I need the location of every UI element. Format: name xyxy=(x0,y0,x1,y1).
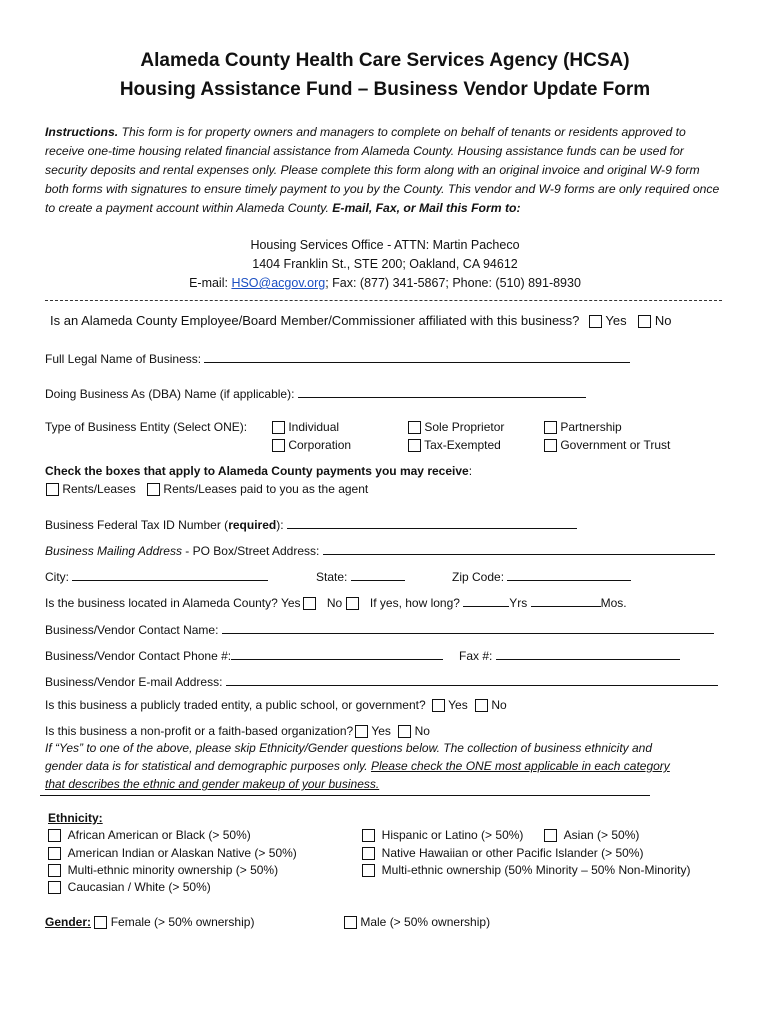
entity-government-checkbox[interactable] xyxy=(544,439,557,452)
employee-question xyxy=(50,313,672,328)
taxid-row xyxy=(45,516,577,532)
eth-asian-checkbox[interactable] xyxy=(544,829,557,842)
state-field xyxy=(316,568,405,584)
nonprofit-no-label: No xyxy=(414,724,430,738)
entity-corporation-checkbox[interactable] xyxy=(272,439,285,452)
months-input[interactable] xyxy=(531,594,601,607)
public-label: Is this business a publicly traded entity, a public school, or government? xyxy=(45,698,426,712)
rents-agent-label: Rents/Leases paid to you as the agent xyxy=(163,482,369,496)
fax-input[interactable] xyxy=(496,647,680,660)
city-input[interactable] xyxy=(72,568,268,581)
public-no-label: No xyxy=(491,698,507,712)
eth-caucasian-checkbox[interactable] xyxy=(48,881,61,894)
city-label: City: xyxy=(45,570,69,584)
note-rule xyxy=(40,795,650,796)
form-title-agency: Alameda County Health Care Services Agency (HCSA) xyxy=(140,50,630,71)
payments-options xyxy=(46,482,368,496)
eth-hawaiian-checkbox[interactable] xyxy=(362,847,375,860)
zip-label: Zip Code: xyxy=(452,570,505,584)
eth-asian[interactable] xyxy=(544,828,639,842)
address-line: 1404 Franklin St., STE 200; Oakland, CA 94612 xyxy=(252,257,518,271)
eth-american-indian-label: American Indian or Alaskan Native (> 50%) xyxy=(67,846,297,860)
payments-label: Check the boxes that apply to Alameda County payments you may receive xyxy=(45,464,469,478)
mailing-row xyxy=(45,542,715,558)
entity-tax[interactable] xyxy=(408,438,501,452)
entity-government[interactable] xyxy=(544,438,670,452)
employee-no-label: No xyxy=(654,313,672,328)
contact-phone-input[interactable] xyxy=(231,647,443,660)
fax-phone: ; Fax: (877) 341-5867; Phone: (510) 891-8930 xyxy=(325,276,581,290)
nonprofit-yes-label: Yes xyxy=(371,724,391,738)
public-no-checkbox[interactable] xyxy=(475,699,488,712)
dba-row xyxy=(45,385,586,401)
nonprofit-row xyxy=(45,724,430,738)
dba-label: Doing Business As (DBA) Name (if applicable): xyxy=(45,387,295,401)
entity-sole-label: Sole Proprietor xyxy=(424,420,505,434)
entity-individual-checkbox[interactable] xyxy=(272,421,285,434)
employee-yes-checkbox[interactable] xyxy=(589,315,602,328)
gender-male-checkbox[interactable] xyxy=(344,916,357,929)
taxid-label: Business Federal Tax ID Number (required): xyxy=(45,518,284,532)
instructions-send: E-mail, Fax, or Mail this Form to: xyxy=(332,201,521,215)
public-yes-checkbox[interactable] xyxy=(432,699,445,712)
eth-american-indian-checkbox[interactable] xyxy=(48,847,61,860)
legal-name-input[interactable] xyxy=(204,350,630,363)
months-label: Mos. xyxy=(600,596,627,610)
years-input[interactable] xyxy=(463,594,509,607)
entity-individual-label: Individual xyxy=(288,420,340,434)
eth-multi-ownership-checkbox[interactable] xyxy=(362,864,375,877)
taxid-input[interactable] xyxy=(287,516,577,529)
entity-corporation-label: Corporation xyxy=(288,438,352,452)
office-line: Housing Services Office - ATTN: Martin Pacheco xyxy=(250,238,520,252)
rents-checkbox[interactable] xyxy=(46,483,59,496)
fax-row xyxy=(459,647,680,663)
city-field xyxy=(45,568,268,584)
note-line2 xyxy=(45,759,670,773)
entity-tax-label: Tax-Exempted xyxy=(424,438,501,452)
contact-name-label: Business/Vendor Contact Name: xyxy=(45,623,219,637)
gender-row xyxy=(45,915,254,929)
zip-input[interactable] xyxy=(507,568,631,581)
nonprofit-yes-checkbox[interactable] xyxy=(355,725,368,738)
nonprofit-label: Is this business a non-profit or a faith-based organization? xyxy=(45,724,354,738)
gender-label: Gender: xyxy=(45,915,92,929)
entity-government-label: Government or Trust xyxy=(560,438,671,452)
note-line2-underlined: Please check the ONE most applicable in each category xyxy=(370,759,670,773)
employee-no-checkbox[interactable] xyxy=(638,315,651,328)
dba-input[interactable] xyxy=(298,385,586,398)
mailing-label-italic: Business Mailing Address xyxy=(45,544,182,558)
eth-hawaiian[interactable] xyxy=(362,846,643,860)
contact-name-input[interactable] xyxy=(222,621,714,634)
eth-hispanic-checkbox[interactable] xyxy=(362,829,375,842)
email-row xyxy=(45,673,718,689)
email-input[interactable] xyxy=(226,673,718,686)
entity-sole[interactable] xyxy=(408,420,504,434)
payments-heading xyxy=(45,464,472,478)
instructions-body: This form is for property owners and managers to complete on behalf of tenants or residents approved to receive one-time housing related financial assistance from Alameda County. Housing assistance funds can be used for security deposits and rental expenses only. Please complete this form along with an original invoice and original W-9 form both forms with signatures to ensure timely payment to you by the County. This vendor and W-9 forms are only required once to create a payment account within Alameda County. xyxy=(45,125,720,215)
email-field-label: Business/Vendor E-mail Address: xyxy=(45,675,223,689)
divider xyxy=(45,300,722,301)
entity-partnership-checkbox[interactable] xyxy=(544,421,557,434)
located-label: Is the business located in Alameda County? xyxy=(45,596,278,610)
gender-female-checkbox[interactable] xyxy=(94,916,107,929)
contact-phone-label: Business/Vendor Contact Phone #: xyxy=(45,649,232,663)
note-line1: If “Yes” to one of the above, please skip Ethnicity/Gender questions below. The collection of business ethnicity and xyxy=(45,741,653,755)
eth-african-label: African American or Black (> 50%) xyxy=(67,828,251,842)
entity-individual[interactable] xyxy=(272,420,339,434)
contact-name-row xyxy=(45,621,714,637)
contact-phone-row xyxy=(45,647,443,663)
eth-african-checkbox[interactable] xyxy=(48,829,61,842)
eth-multi-ownership-label: Multi-ethnic ownership (50% Minority – 50% Non-Minority) xyxy=(381,863,691,877)
eth-african[interactable] xyxy=(48,828,251,842)
entity-partnership[interactable] xyxy=(544,420,622,434)
fax-label: Fax #: xyxy=(459,649,493,663)
nonprofit-no-checkbox[interactable] xyxy=(398,725,411,738)
public-yes-label: Yes xyxy=(448,698,468,712)
note-line2-text: gender data is for statistical and demographic purposes only. xyxy=(45,759,371,773)
employee-question-label: Is an Alameda County Employee/Board Member/Commissioner affiliated with this business? xyxy=(50,313,580,328)
located-yes-label: Yes xyxy=(280,596,301,610)
eth-hispanic[interactable] xyxy=(362,828,523,842)
located-no-checkbox[interactable] xyxy=(346,597,359,610)
gender-male[interactable] xyxy=(344,915,490,929)
instructions-lead: Instructions. xyxy=(45,125,119,139)
email-label: E-mail: xyxy=(189,276,232,290)
located-yes-checkbox[interactable] xyxy=(303,597,316,610)
contact-line xyxy=(0,276,770,290)
gender-male-label: Male (> 50% ownership) xyxy=(360,915,491,929)
payments-colon: : xyxy=(468,464,473,478)
eth-multi-ownership[interactable] xyxy=(362,863,690,877)
eth-multi-minority[interactable] xyxy=(48,863,278,877)
eth-multi-minority-label: Multi-ethnic minority ownership (> 50%) xyxy=(67,863,279,877)
years-label: Yrs xyxy=(509,596,528,610)
entity-partnership-label: Partnership xyxy=(560,420,622,434)
entity-label: Type of Business Entity (Select ONE): xyxy=(45,420,248,434)
instructions-text xyxy=(45,123,720,218)
zip-field xyxy=(452,568,631,584)
how-long-label: If yes, how long? xyxy=(369,596,460,610)
rents-label: Rents/Leases xyxy=(62,482,136,496)
rents-agent-checkbox[interactable] xyxy=(147,483,160,496)
eth-american-indian[interactable] xyxy=(48,846,297,860)
eth-hispanic-label: Hispanic or Latino (> 50%) xyxy=(381,828,524,842)
eth-hawaiian-label: Native Hawaiian or other Pacific Islander (> 50%) xyxy=(381,846,644,860)
entity-sole-checkbox[interactable] xyxy=(408,421,421,434)
email-link[interactable]: HSO@acgov.org xyxy=(231,276,326,290)
entity-tax-checkbox[interactable] xyxy=(408,439,421,452)
eth-asian-label: Asian (> 50%) xyxy=(563,828,640,842)
mailing-input[interactable] xyxy=(323,542,715,555)
eth-caucasian[interactable] xyxy=(48,880,211,894)
public-row xyxy=(45,698,507,712)
eth-multi-minority-checkbox[interactable] xyxy=(48,864,61,877)
note-line3: that describes the ethnic and gender makeup of your business. xyxy=(45,777,380,791)
mailing-label: - PO Box/Street Address: xyxy=(181,544,320,558)
entity-corporation[interactable] xyxy=(272,438,351,452)
gender-female-label: Female (> 50% ownership) xyxy=(110,915,255,929)
form-title: Housing Assistance Fund – Business Vendor Update Form xyxy=(119,79,651,100)
ethnicity-label: Ethnicity: xyxy=(48,811,103,825)
eth-caucasian-label: Caucasian / White (> 50%) xyxy=(67,880,211,894)
located-no-label: No xyxy=(326,596,343,610)
state-label: State: xyxy=(316,570,348,584)
legal-name-row xyxy=(45,350,630,366)
located-row xyxy=(45,594,627,610)
legal-name-label: Full Legal Name of Business: xyxy=(45,352,202,366)
employee-yes-label: Yes xyxy=(605,313,627,328)
state-input[interactable] xyxy=(351,568,405,581)
